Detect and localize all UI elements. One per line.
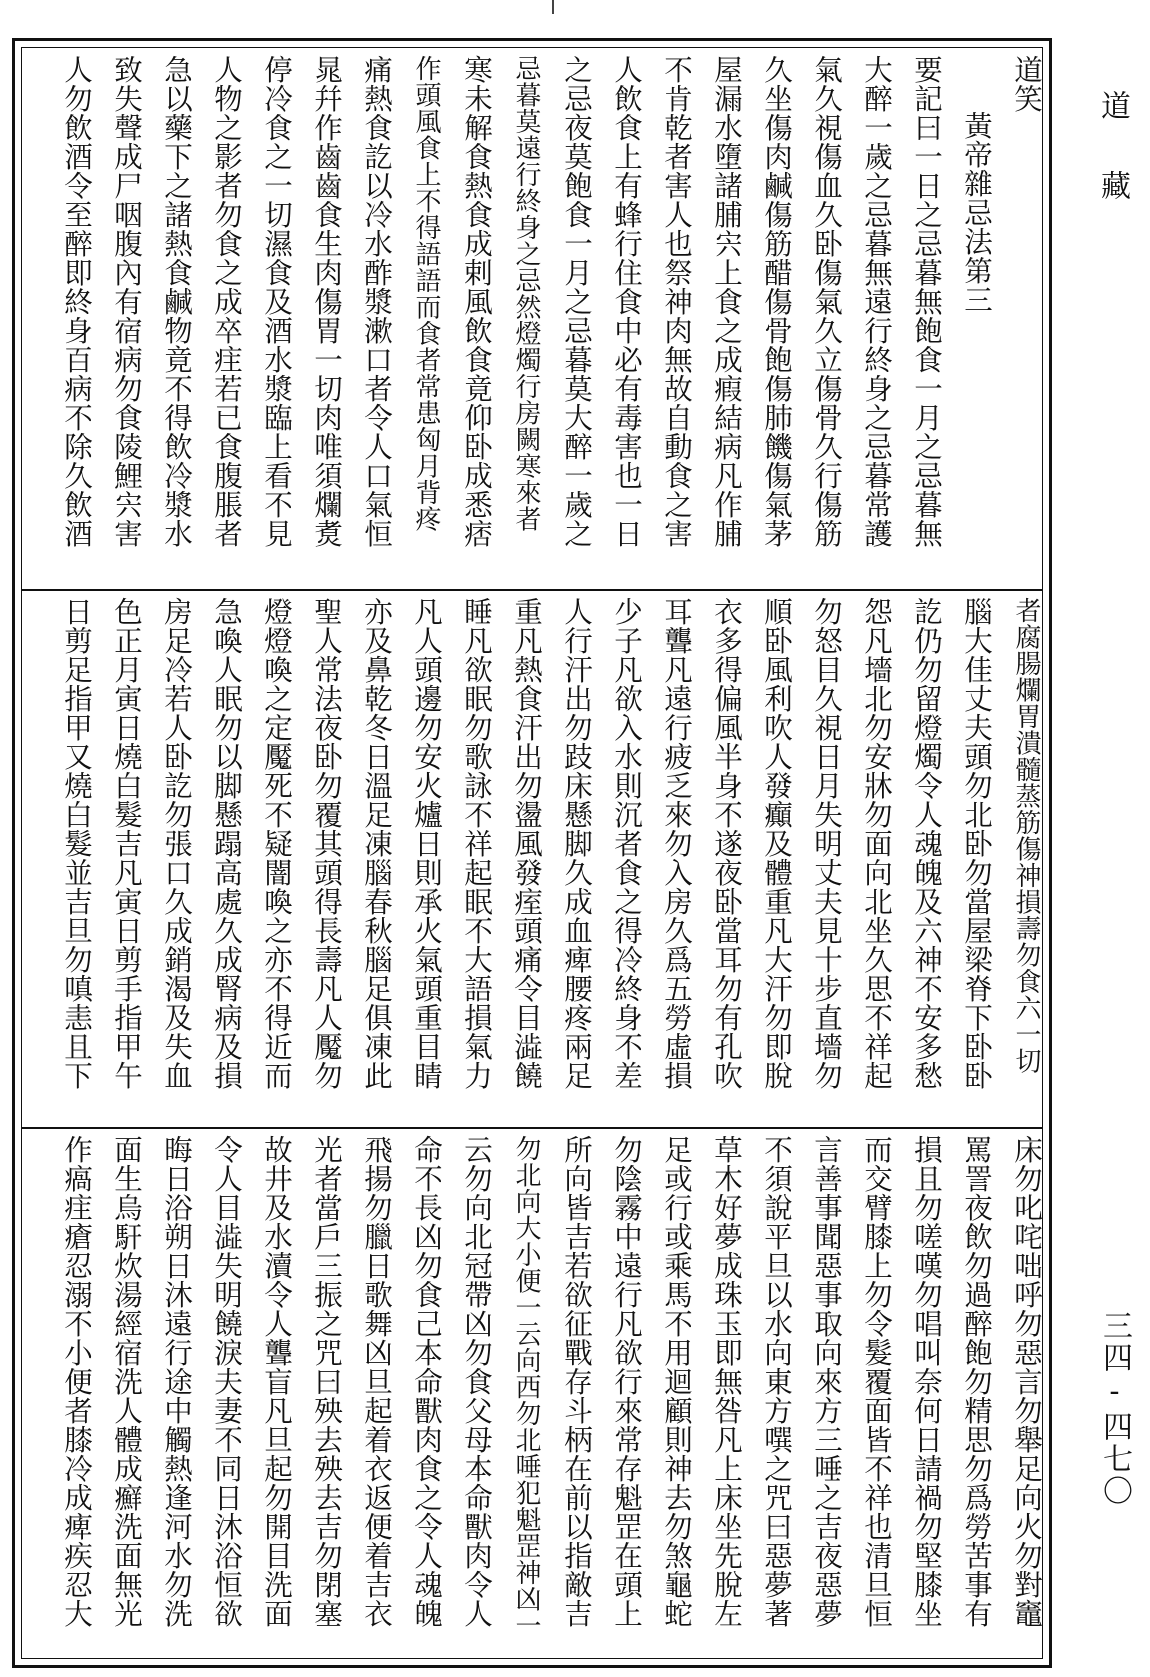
text-column: 房足冷若人卧訖勿張口久成銷渴及失血 xyxy=(160,597,193,1090)
text-column: 凡人頭邊勿安火爐日則承火氣頭重目睛 xyxy=(410,597,443,1090)
text-register-top xyxy=(25,51,1043,581)
text-column: 光者當戶三振之咒曰殃去殃去吉勿閉塞 xyxy=(310,1135,343,1628)
text-column: 要記曰一日之忌暮無飽食一月之忌暮無 xyxy=(910,55,943,548)
text-column: 重凡熱食汗出勿盪風發痓頭痛令目澁饒 xyxy=(510,597,543,1090)
text-column: 久坐傷肉鹹傷筋醋傷骨飽傷肺饑傷氣茅 xyxy=(760,55,793,548)
text-column: 作頭風食上不得語語而食者常患匈月背疼 xyxy=(411,55,441,532)
text-column: 腦大佳丈夫頭勿北卧勿當屋梁脊下卧卧 xyxy=(960,597,993,1090)
text-column: 勿北向大小便一云向西勿北唾犯魁罡神凶一 xyxy=(511,1135,541,1639)
text-column: 故井及水瀆令人聾盲凡旦起勿開目洗面 xyxy=(260,1135,293,1628)
text-column: 急喚人眠勿以脚懸蹋高處久成腎病及損 xyxy=(210,597,243,1090)
text-column: 草木好夢成珠玉即無咎凡上床坐先脫左 xyxy=(710,1135,743,1628)
text-column: 怨凡墻北勿安牀勿面向北坐久思不祥起 xyxy=(860,597,893,1090)
text-column: 耳聾凡遠行疲乏來勿入房久爲五勞虛損 xyxy=(660,597,693,1090)
text-column: 勿怒目久視日月失明丈夫見十步直墻勿 xyxy=(810,597,843,1090)
text-column: 停冷食之一切濕食及酒水漿臨上看不見 xyxy=(260,55,293,548)
text-column: 道笑 xyxy=(1010,55,1043,113)
text-column: 寒未解食熱食成剌風飲食竟仰卧成悉痞 xyxy=(460,55,493,548)
text-column: 氣久視傷血久卧傷氣久立傷骨久行傷筋 xyxy=(810,55,843,548)
text-column: 之忌夜莫飽食一月之忌暮莫大醉一歲之 xyxy=(560,55,593,548)
text-column: 順卧風利吹人發癲及體重凡大汗勿即脫 xyxy=(760,597,793,1090)
text-column: 人飲食上有蜂行住食中必有毒害也一日 xyxy=(610,55,643,548)
text-column: 日剪足指甲又燒白髮並吉旦勿嗔恚且下 xyxy=(60,597,93,1090)
text-register-middle xyxy=(25,593,1039,1121)
text-column: 亦及鼻乾冬日溫足凍腦春秋腦足俱凍此 xyxy=(360,597,393,1090)
register-divider-1 xyxy=(21,589,1043,591)
top-center-mark xyxy=(552,0,554,14)
text-column: 面生烏馯炊湯經宿洗人體成癬洗面無光 xyxy=(110,1135,143,1628)
text-column: 不須說平旦以水向東方噀之咒曰惡夢著 xyxy=(760,1135,793,1628)
text-column: 者腐腸爛胃潰髓蒸筋傷神損壽勿食六一切 xyxy=(1011,597,1041,1074)
text-column: 睡凡欲眠勿歌詠不祥起眠不大語損氣力 xyxy=(460,597,493,1090)
text-column: 而交臂膝上勿令髮覆面皆不祥也清旦恒 xyxy=(860,1135,893,1628)
text-column: 晁幷作齒齒食生肉傷胃一切肉唯須爛煑 xyxy=(310,55,343,548)
text-column: 不肯乾者害人也祭神肉無故自動食之害 xyxy=(660,55,693,548)
text-column: 致失聲成尸咽腹內有宿病勿食陵鯉宍害 xyxy=(110,55,143,548)
text-column: 飛揚勿臘日歌舞凶旦起着衣返便着吉衣 xyxy=(360,1135,393,1628)
text-column: 言善事聞惡事取向來方三唾之吉夜惡夢 xyxy=(810,1135,843,1628)
text-column: 所向皆吉若欲征戰存斗柄在前以指敵吉 xyxy=(560,1135,593,1628)
text-column: 損且勿嗟嘆勿唱叫奈何日請禍勿堅膝坐 xyxy=(910,1135,943,1628)
text-column: 足或行或乘馬不用迴顧則神去勿煞龜蛇 xyxy=(660,1135,693,1628)
text-column: 衣多得偏風半身不遂夜卧當耳勿有孔吹 xyxy=(710,597,743,1090)
text-column: 人行汗出勿跂床懸脚久成血痺腰疼兩足 xyxy=(560,597,593,1090)
text-column: 訖仍勿留燈燭令人魂魄及六神不安多愁 xyxy=(910,597,943,1090)
text-column: 聖人常法夜卧勿覆其頭得長壽凡人魘勿 xyxy=(310,597,343,1090)
section-heading: 黃帝雜忌法第三 xyxy=(960,111,993,314)
text-column: 急以藥下之諸熱食鹹物竟不得飲冷漿水 xyxy=(160,55,193,548)
text-column: 作瘑疰瘡忍溺不小便者膝冷成痺疾忍大 xyxy=(60,1135,93,1628)
text-column: 色正月寅日燒白髮吉凡寅日剪手指甲午 xyxy=(110,597,143,1090)
register-divider-2 xyxy=(21,1127,1043,1129)
text-column: 忌暮莫遠行終身之忌然燈燭行房闕寒來者 xyxy=(511,55,541,532)
text-column: 床勿叱咤咄呼勿惡言勿舉足向火勿對竈 xyxy=(1010,1135,1043,1628)
text-column: 晦日浴朔日沐遠行途中觸熱逢河水勿洗 xyxy=(160,1135,193,1628)
text-column: 少子凡欲入水則沉者食之得冷終身不差 xyxy=(610,597,643,1090)
text-column: 令人目澁失明饒淚夫妻不同日沐浴恒欲 xyxy=(210,1135,243,1628)
text-column: 勿陰霧中遠行凡欲行來常存魁罡在頭上 xyxy=(610,1135,643,1628)
text-column: 人物之影者勿食之成卒疰若已食腹脹者 xyxy=(210,55,243,548)
text-register-bottom xyxy=(25,1131,1043,1659)
text-column: 屋漏水墮諸脯宍上食之成瘕結病凡作脯 xyxy=(710,55,743,548)
text-column: 罵詈夜飲勿過醉飽勿精思勿爲勞苦事有 xyxy=(960,1135,993,1628)
text-column: 痛熱食訖以冷水酢漿漱口者令人口氣恒 xyxy=(360,55,393,548)
text-column: 燈燈喚之定魘死不疑闇喚之亦不得近而 xyxy=(260,597,293,1090)
collection-title: 道藏 xyxy=(1095,90,1130,250)
page-number: 三四-四七〇 xyxy=(1097,1310,1132,1507)
text-column: 命不長凶勿食己本命獸肉食之令人魂魄 xyxy=(410,1135,443,1628)
text-column: 云勿向北冠帶凶勿食父母本命獸肉令人 xyxy=(460,1135,493,1628)
page-frame xyxy=(12,38,1052,1668)
text-column: 人勿飲酒令至醉即終身百病不除久飲酒 xyxy=(60,55,93,548)
text-column: 大醉一歲之忌暮無遠行終身之忌暮常護 xyxy=(860,55,893,548)
